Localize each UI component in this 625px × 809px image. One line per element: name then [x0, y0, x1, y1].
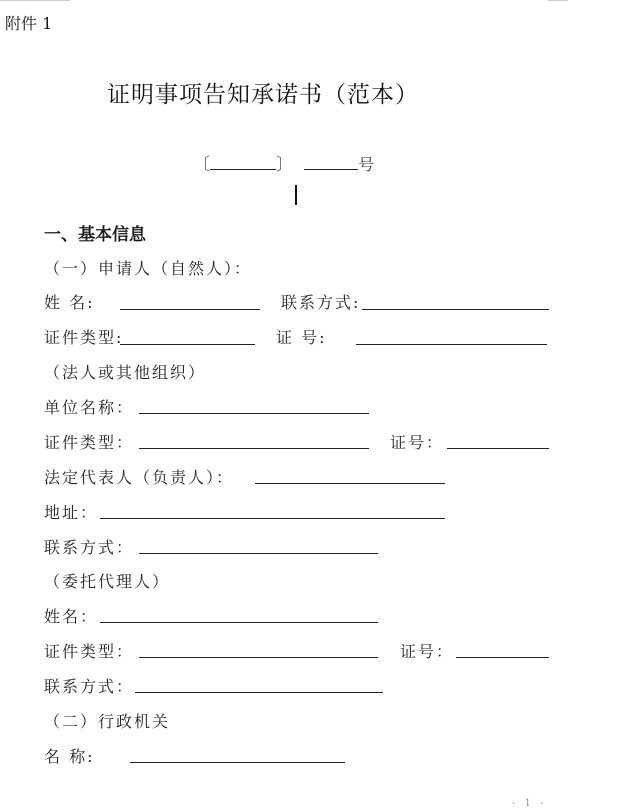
page-title: 证明事项告知承诺书（范本） [107, 82, 419, 108]
legal-person-heading: （法人或其他组织） [44, 363, 207, 382]
name-field[interactable] [120, 309, 260, 310]
legal-contact-label: 联系方式： [44, 538, 135, 557]
id-number-label: 证 号: [276, 328, 327, 347]
page-edge-mark [0, 0, 70, 1]
authority-name-label: 名 称: [44, 747, 95, 766]
text-cursor [295, 185, 297, 205]
id-type-field[interactable] [120, 344, 255, 345]
legal-rep-label: 法定代表人（负责人）： [44, 468, 235, 487]
legal-id-type-label: 证件类型： [44, 433, 135, 452]
unit-name-label: 单位名称： [44, 398, 135, 417]
page-edge-mark [548, 0, 568, 1]
contact-label: 联系方式: [281, 293, 361, 312]
legal-id-number-field[interactable] [447, 448, 549, 449]
legal-rep-field[interactable] [255, 483, 445, 484]
agent-name-field[interactable] [100, 622, 378, 623]
agent-id-type-label: 证件类型： [44, 642, 135, 661]
address-label: 地址： [44, 503, 99, 522]
doc-number-year-blank[interactable] [210, 155, 276, 170]
legal-id-type-field[interactable] [139, 448, 369, 449]
address-field[interactable] [100, 518, 445, 519]
page-number: - 1 - [512, 798, 547, 809]
legal-id-number-label: 证号： [390, 433, 445, 452]
attachment-label: 附件 1 [5, 14, 53, 33]
id-type-label: 证件类型: [44, 328, 124, 347]
agent-id-number-field[interactable] [456, 657, 549, 658]
unit-name-field[interactable] [139, 413, 369, 414]
authority-name-field[interactable] [130, 762, 345, 763]
authority-heading: （二）行政机关 [44, 712, 171, 731]
name-label: 姓 名: [44, 293, 95, 312]
document-number [193, 150, 374, 175]
agent-contact-field[interactable] [135, 692, 383, 693]
section-heading-basic-info: 一、基本信息 [44, 225, 146, 245]
agent-contact-label: 联系方式： [44, 677, 135, 696]
agent-id-number-label: 证号： [400, 642, 455, 661]
contact-field[interactable] [362, 309, 549, 310]
doc-number-close-bracket: 〕 [276, 155, 293, 175]
legal-contact-field[interactable] [139, 553, 378, 554]
agent-heading: （委托代理人） [44, 572, 171, 591]
applicant-natural-heading: （一）申请人（自然人）： [44, 259, 253, 278]
agent-name-label: 姓名： [44, 607, 99, 626]
doc-number-open-bracket: 〔 [193, 155, 210, 175]
agent-id-type-field[interactable] [139, 657, 378, 658]
doc-number-serial-blank[interactable] [304, 155, 358, 170]
doc-number-suffix: 号 [358, 155, 375, 174]
id-number-field[interactable] [356, 344, 547, 345]
